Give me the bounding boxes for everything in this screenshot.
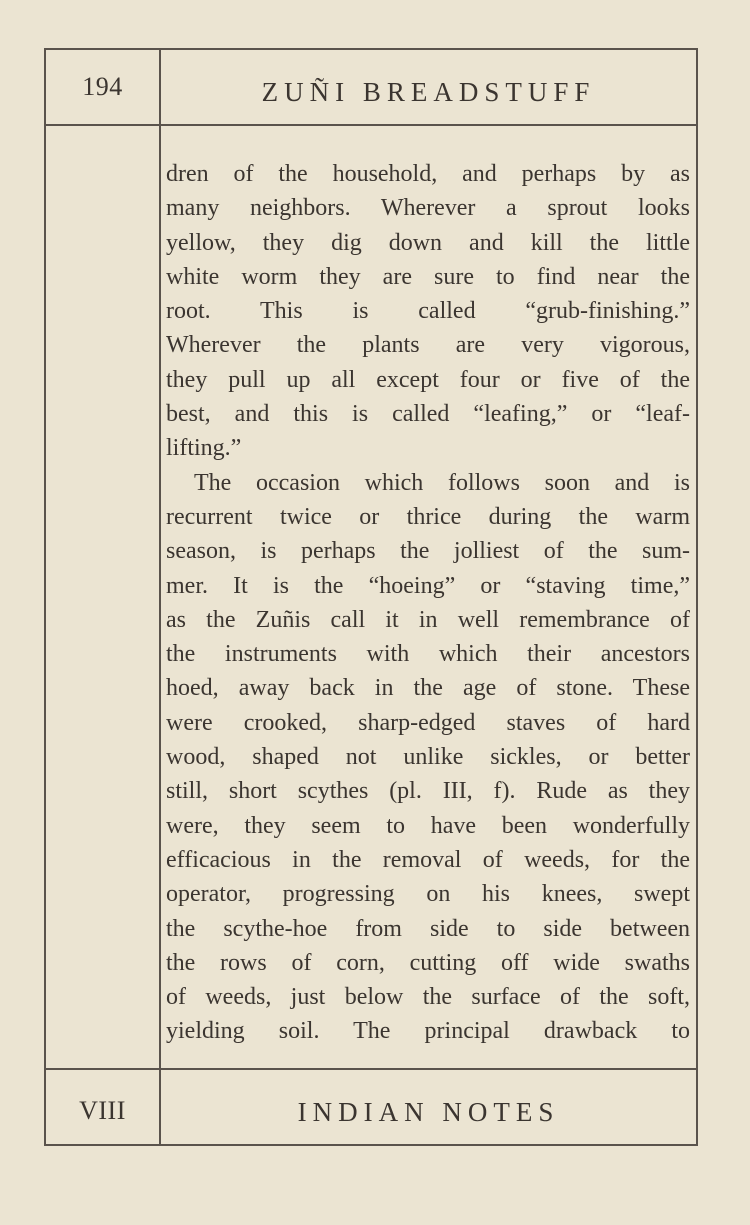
text-line: the instruments with which their ancestors (166, 641, 690, 668)
text-line: yellow, they dig down and kill the little (166, 229, 690, 256)
text-line: The occasion which follows soon and is (194, 469, 690, 496)
text-line: dren of the household, and perhaps by as (166, 161, 690, 187)
volume-number: VIII (79, 1096, 126, 1125)
text-line: as the Zuñis call it in well remembrance of (166, 606, 690, 633)
text-line: were, they seem to have been wonderfully (166, 812, 690, 839)
text-line: the rows of corn, cutting off wide swaths (166, 949, 690, 976)
text-line: root. This is called “grub-finishing.” (166, 298, 690, 325)
margin-divider (159, 48, 161, 1146)
text-line: white worm they are sure to find near the (166, 263, 690, 290)
text-line: lifting.” (166, 435, 242, 462)
page-number: 194 (82, 72, 123, 101)
header-divider (44, 124, 698, 126)
text-line: still, short scythes (pl. III, f). Rude as they (166, 778, 690, 805)
footer-divider (44, 1068, 698, 1070)
series-title: INDIAN NOTES (297, 1097, 560, 1127)
text-line: operator, progressing on his knees, swept (166, 881, 690, 908)
text-line: were crooked, sharp-edged staves of hard (166, 709, 690, 736)
text-line: recurrent twice or thrice during the warm (166, 503, 690, 530)
running-title: ZUÑI BREADSTUFF (261, 77, 596, 107)
text-line: efficacious in the removal of weeds, for the (166, 846, 690, 873)
text-line: of weeds, just below the surface of the soft, (166, 984, 690, 1011)
text-line: wood, shaped not unlike sickles, or better (166, 744, 690, 771)
text-line: they pull up all except four or five of the (166, 366, 690, 393)
text-line: the scythe-hoe from side to side between (166, 915, 690, 942)
text-line: mer. It is the “hoeing” or “staving time,” (166, 572, 690, 599)
body-text (166, 157, 690, 1049)
text-line: yielding soil. The principal drawback to (166, 1018, 690, 1045)
text-line: best, and this is called “leafing,” or “leaf- (166, 401, 690, 428)
text-line: season, is perhaps the jolliest of the sum- (166, 538, 690, 565)
text-line: many neighbors. Wherever a sprout looks (166, 195, 690, 222)
text-line: Wherever the plants are very vigorous, (166, 332, 690, 359)
text-line: hoed, away back in the age of stone. These (166, 675, 690, 702)
